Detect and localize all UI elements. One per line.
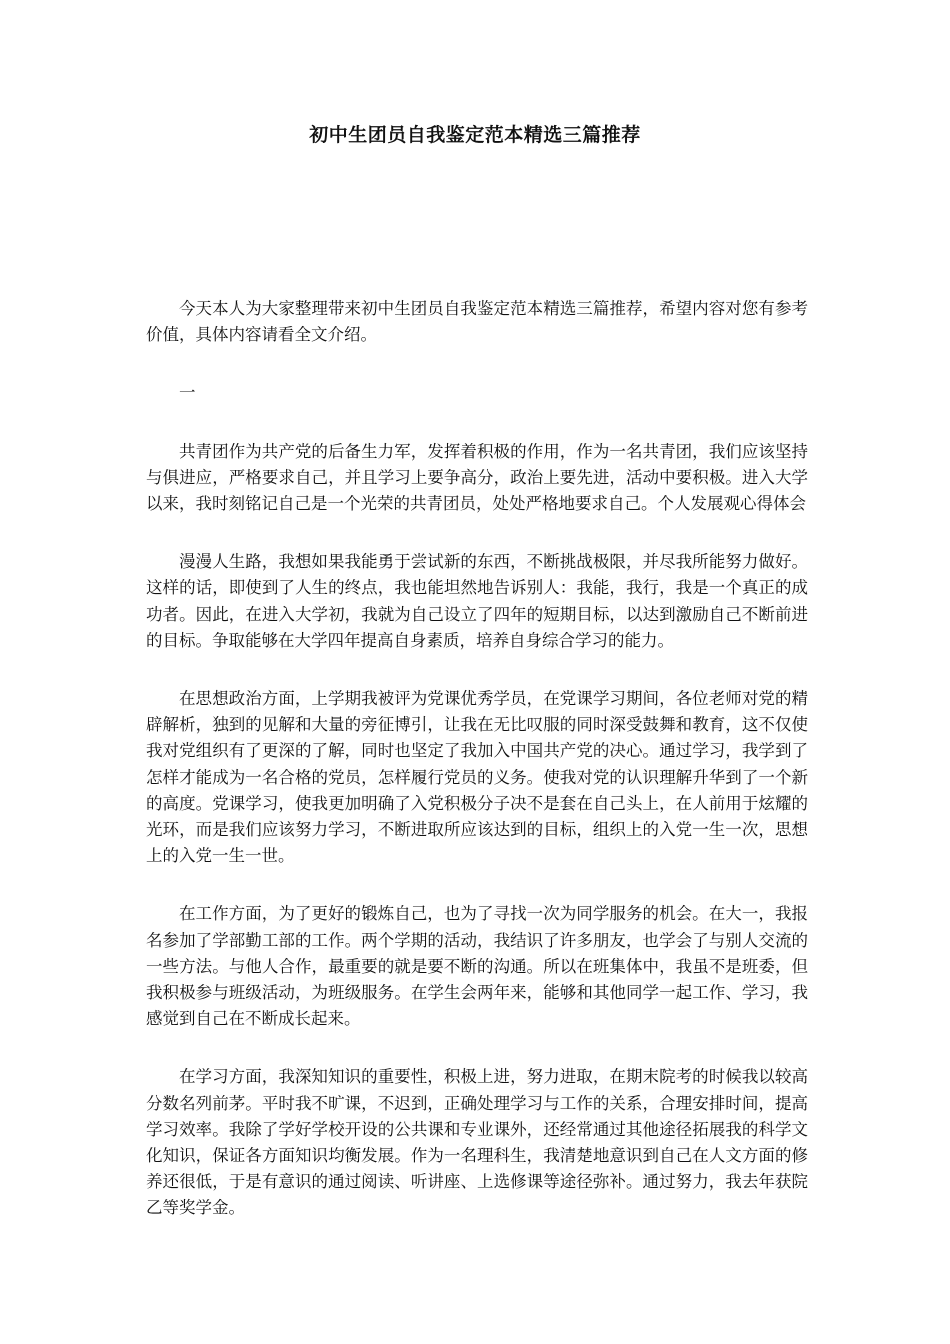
intro-paragraph: 今天本人为大家整理带来初中生团员自我鉴定范本精选三篇推荐，希望内容对您有参考价值，具体内容请看全文介绍。 bbox=[146, 299, 808, 345]
document-title: 初中生团员自我鉴定范本精选三篇推荐 bbox=[309, 124, 641, 146]
paragraph-1: 共青团作为共产党的后备生力军，发挥着积极的作用，作为一名共青团，我们应该坚持与俱进应，严格要求自己，并且学习上要争高分，政治上要先进，活动中要积极。进入大学以来，我时刻铭记自己是一个光荣的共青团员，处处严格地要求自己。个人发展观心得体会 bbox=[146, 441, 808, 514]
paragraph-4: 在工作方面，为了更好的锻炼自己，也为了寻找一次为同学服务的机会。在大一，我报名参加了学部勤工部的工作。两个学期的活动，我结识了许多朋友，也学会了与别人交流的一些方法。与他人合作，最重要的就是要不断的沟通。所以在班集体中，我虽不是班委，但我积极参与班级活动，为班级服务。在学生会两年来，能够和其他同学一起工作、学习，我感觉到自己在不断成长起来。 bbox=[146, 904, 808, 1029]
section-number: 一 bbox=[179, 383, 196, 403]
paragraph-5: 在学习方面，我深知知识的重要性，积极上进，努力进取，在期末院考的时候我以较高分数名列前茅。平时我不旷课，不迟到，正确处理学习与工作的关系，合理安排时间，提高学习效率。我除了学好学校开设的公共课和专业课外，还经常通过其他途径拓展我的科学文化知识，保证各方面知识均衡发展。作为一名理科生，我清楚地意识到自己在人文方面的修养还很低，于是有意识的通过阅读、听讲座、上选修课等途径弥补。通过努力，我去年获院乙等奖学金。 bbox=[146, 1067, 808, 1218]
paragraph-2: 漫漫人生路，我想如果我能勇于尝试新的东西，不断挑战极限，并尽我所能努力做好。这样的话，即使到了人生的终点，我也能坦然地告诉别人：我能，我行，我是一个真正的成功者。因此，在进入大学初，我就为自己设立了四年的短期目标，以达到激励自己不断前进的目标。争取能够在大学四年提高自身素质，培养自身综合学习的能力。 bbox=[146, 552, 808, 650]
paragraph-3: 在思想政治方面，上学期我被评为党课优秀学员，在党课学习期间，各位老师对党的精辟解析，独到的见解和大量的旁征博引，让我在无比叹服的同时深受鼓舞和教育，这不仅使我对党组织有了更深的了解，同时也坚定了我加入中国共产党的决心。通过学习，我学到了怎样才能成为一名合格的党员，怎样履行党员的义务。使我对党的认识理解升华到了一个新的高度。党课学习，使我更加明确了入党积极分子决不是套在自己头上，在人前用于炫耀的光环，而是我们应该努力学习，不断进取所应该达到的目标，组织上的入党一生一次，思想上的入党一生一世。 bbox=[146, 689, 808, 866]
document-body bbox=[146, 296, 808, 1254]
